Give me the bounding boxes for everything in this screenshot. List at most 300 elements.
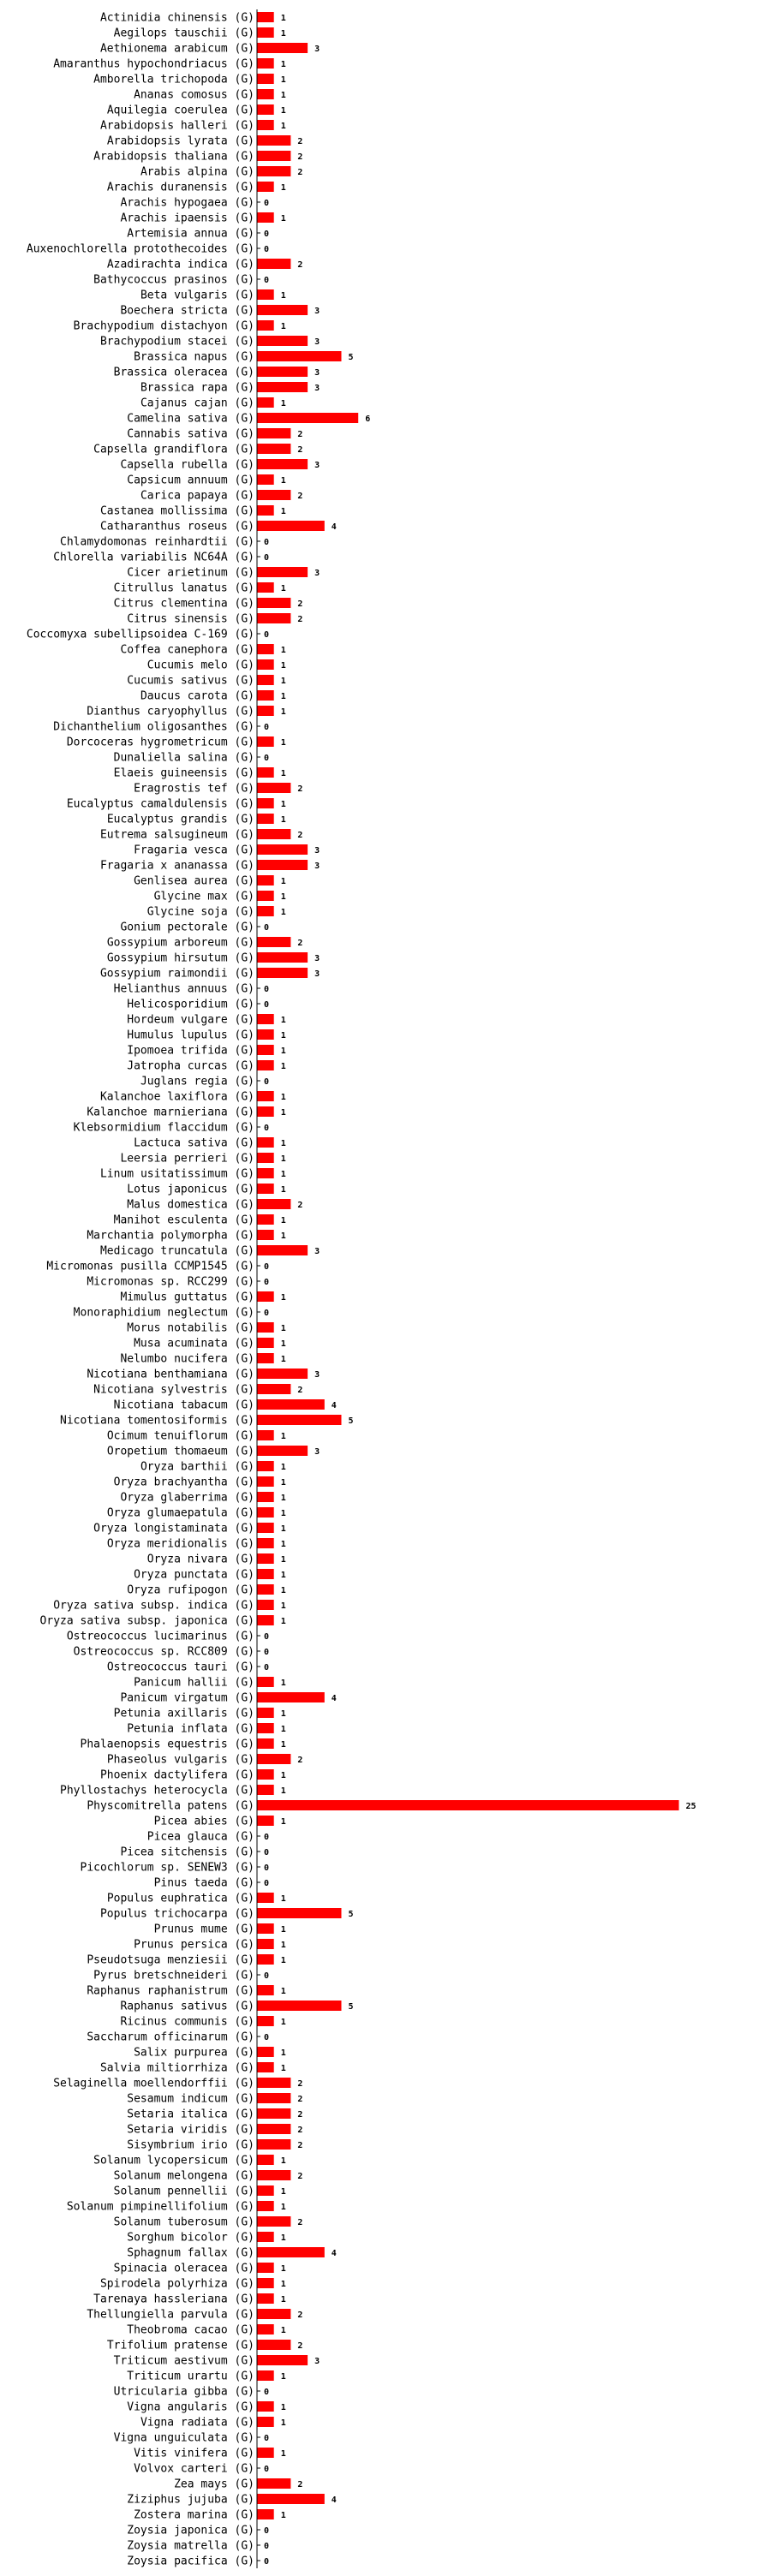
- value-label: 1: [280, 1601, 286, 1611]
- bar: [257, 1615, 274, 1625]
- value-label: 4: [331, 1401, 337, 1410]
- category-label: Brachypodium stacei (G): [99, 335, 254, 349]
- category-label: Arabidopsis lyrata (G): [106, 134, 254, 148]
- bar: [257, 2494, 325, 2504]
- category-label: Klebsormidium flaccidum (G): [73, 1121, 254, 1135]
- value-label: 0: [264, 1278, 270, 1287]
- value-label: 1: [280, 183, 286, 193]
- category-label: Musa acuminata (G): [134, 1337, 254, 1351]
- bar: [257, 1492, 274, 1502]
- bar: [257, 521, 325, 531]
- value-label: 1: [280, 677, 286, 686]
- value-label: 1: [280, 291, 286, 301]
- value-label: 1: [280, 399, 286, 408]
- bar: [257, 2185, 274, 2196]
- value-label: 6: [365, 414, 371, 424]
- bar: [257, 89, 274, 99]
- bar: [257, 2232, 274, 2242]
- category-label: Catharanthus roseus (G): [99, 520, 254, 534]
- value-label: 1: [280, 75, 286, 85]
- category-label: Ostreococcus sp. RCC809 (G): [73, 1645, 254, 1659]
- bar: [257, 1523, 274, 1533]
- bar: [257, 891, 274, 901]
- category-label: Triticum urartu (G): [127, 2370, 254, 2383]
- category-label: Oryza sativa subsp. indica (G): [53, 1599, 254, 1613]
- bar: [257, 2340, 290, 2350]
- bar: [257, 382, 308, 392]
- value-label: 1: [280, 1339, 286, 1349]
- category-label: Citrus clementina (G): [113, 597, 254, 611]
- bar: [257, 505, 274, 516]
- value-label: 1: [280, 1894, 286, 1904]
- category-label: Petunia axillaris (G): [113, 1707, 254, 1720]
- category-label: Picea glauca (G): [146, 1830, 254, 1844]
- bar: [257, 2370, 274, 2381]
- bar: [257, 736, 274, 747]
- category-label: Gonium pectorale (G): [120, 921, 254, 934]
- value-label: 1: [280, 1817, 286, 1827]
- value-label: 1: [280, 91, 286, 100]
- value-label: 3: [314, 337, 320, 347]
- bar: [257, 367, 308, 377]
- value-label: 0: [264, 2542, 270, 2551]
- value-label: 0: [264, 1833, 270, 1842]
- category-label: Nicotiana benthamiana (G): [87, 1368, 254, 1381]
- value-label: 0: [264, 245, 270, 254]
- value-label: 1: [280, 2295, 286, 2305]
- bar: [257, 1384, 290, 1394]
- bar: [257, 1476, 274, 1487]
- bar: [257, 1908, 342, 1918]
- bar: [257, 1029, 274, 1040]
- bar: [257, 151, 290, 161]
- bar: [257, 767, 274, 778]
- category-label: Selaginella moellendorffii (G): [53, 2077, 254, 2090]
- category-label: Kalanchoe laxiflora (G): [99, 1090, 254, 1104]
- value-label: 2: [297, 492, 303, 501]
- category-label: Saccharum officinarum (G): [87, 2030, 254, 2044]
- category-label: Brachypodium distachyon (G): [73, 319, 254, 333]
- category-label: Chlorella variabilis NC64A (G): [53, 551, 254, 564]
- bar: [257, 1954, 274, 1965]
- category-label: Cucumis sativus (G): [127, 674, 254, 688]
- category-label: Nicotiana sylvestris (G): [93, 1383, 254, 1397]
- bar: [257, 1538, 274, 1548]
- value-label: 1: [280, 1941, 286, 1950]
- bar: [257, 2448, 274, 2458]
- value-label: 1: [280, 1740, 286, 1750]
- bar: [257, 2078, 290, 2088]
- bar: [257, 474, 274, 485]
- value-label: 2: [297, 2095, 303, 2104]
- bar: [257, 706, 274, 716]
- bar: [257, 1800, 679, 1810]
- bar: [257, 1893, 274, 1903]
- category-label: Daucus carota (G): [140, 689, 254, 703]
- category-label: Ostreococcus lucimarinus (G): [66, 1630, 254, 1643]
- category-label: Arachis duranensis (G): [106, 181, 254, 194]
- value-label: 1: [280, 1524, 286, 1534]
- value-label: 0: [264, 2557, 270, 2567]
- bar: [257, 2309, 290, 2319]
- category-label: Utricularia gibba (G): [113, 2385, 254, 2399]
- category-label: Oryza longistaminata (G): [93, 1522, 254, 1535]
- category-label: Physcomitrella patens (G): [87, 1799, 254, 1813]
- value-label: 0: [264, 754, 270, 763]
- category-label: Pyrus bretschneideri (G): [93, 1969, 254, 1983]
- value-label: 3: [314, 1247, 320, 1256]
- category-label: Brassica napus (G): [134, 350, 254, 364]
- value-label: 0: [264, 630, 270, 640]
- value-label: 4: [331, 522, 337, 532]
- category-label: Phalaenopsis equestris (G): [80, 1738, 254, 1751]
- value-label: 0: [264, 553, 270, 563]
- bar: [257, 1106, 274, 1117]
- category-label: Kalanchoe marnieriana (G): [87, 1106, 254, 1119]
- value-label: 1: [280, 2064, 286, 2073]
- category-label: Oryza nivara (G): [146, 1553, 254, 1566]
- bar: [257, 1322, 274, 1333]
- value-label: 2: [297, 784, 303, 794]
- value-label: 1: [280, 1494, 286, 1503]
- category-label: Oryza meridionalis (G): [106, 1537, 254, 1551]
- value-label: 2: [297, 2311, 303, 2320]
- bar: [257, 1430, 274, 1440]
- category-label: Spinacia oleracea (G): [113, 2262, 254, 2275]
- value-label: 1: [280, 1093, 286, 1102]
- category-label: Oryza sativa subsp. japonica (G): [39, 1614, 254, 1628]
- category-label: Nicotiana tomentosiformis (G): [60, 1414, 254, 1428]
- value-label: 1: [280, 2156, 286, 2166]
- value-label: 2: [297, 430, 303, 439]
- bar: [257, 428, 290, 438]
- category-label: Spirodela polyrhiza (G): [99, 2277, 254, 2291]
- category-label: Petunia inflata (G): [127, 1722, 254, 1736]
- category-label: Oryza barthii (G): [140, 1460, 254, 1474]
- value-label: 1: [280, 1231, 286, 1241]
- bar: [257, 1569, 274, 1579]
- value-label: 2: [297, 1386, 303, 1395]
- bar: [257, 2216, 290, 2227]
- category-label: Eutrema salsugineum (G): [99, 828, 254, 842]
- category-label: Brassica oleracea (G): [113, 366, 254, 379]
- bar: [257, 166, 290, 176]
- category-label: Cucumis melo (G): [146, 659, 254, 672]
- category-label: Zoysia japonica (G): [127, 2524, 254, 2537]
- value-label: 3: [314, 45, 320, 54]
- category-label: Dorcoceras hygrometricum (G): [66, 736, 254, 749]
- bar: [257, 104, 274, 115]
- bar: [257, 2478, 290, 2489]
- value-label: 4: [331, 2496, 337, 2505]
- value-label: 1: [280, 2372, 286, 2382]
- value-label: 0: [264, 199, 270, 208]
- value-label: 1: [280, 1478, 286, 1488]
- bar: [257, 2417, 274, 2427]
- category-label: Ziziphus jujuba (G): [127, 2493, 254, 2507]
- category-label: Manihot esculenta (G): [113, 1213, 254, 1227]
- bar: [257, 2170, 290, 2180]
- value-label: 1: [280, 1046, 286, 1056]
- value-label: 0: [264, 923, 270, 933]
- value-label: 1: [280, 1216, 286, 1225]
- category-label: Raphanus sativus (G): [120, 2000, 254, 2013]
- bar: [257, 2016, 274, 2026]
- value-label: 2: [297, 2079, 303, 2089]
- category-label: Leersia perrieri (G): [120, 1152, 254, 1166]
- value-label: 2: [297, 615, 303, 624]
- value-label: 0: [264, 2526, 270, 2536]
- bar: [257, 2001, 342, 2011]
- category-label: Ocimum tenuiflorum (G): [106, 1429, 254, 1443]
- category-label: Ananas comosus (G): [134, 88, 254, 102]
- category-label: Brassica rapa (G): [140, 381, 254, 395]
- category-label: Glycine max (G): [153, 890, 254, 903]
- bar: [257, 659, 274, 670]
- bar: [257, 644, 274, 654]
- bar: [257, 1415, 342, 1425]
- category-label: Citrullus lanatus (G): [113, 581, 254, 595]
- bar: [257, 2201, 274, 2211]
- category-label: Glycine soja (G): [146, 905, 254, 919]
- category-label: Castanea mollissima (G): [99, 504, 254, 518]
- category-label: Gossypium hirsutum (G): [106, 951, 254, 965]
- value-label: 1: [280, 707, 286, 717]
- bar: [257, 798, 274, 808]
- bar: [257, 444, 290, 454]
- value-label: 1: [280, 1925, 286, 1935]
- value-label: 1: [280, 1771, 286, 1780]
- category-label: Zoysia pacifica (G): [127, 2555, 254, 2568]
- bar: [257, 1291, 274, 1302]
- value-label: 3: [314, 368, 320, 378]
- category-label: Sisymbrium irio (G): [127, 2138, 254, 2152]
- value-label: 1: [280, 2403, 286, 2412]
- bar: [257, 305, 308, 315]
- bar: [257, 875, 274, 886]
- bar: [257, 2247, 325, 2257]
- bar: [257, 1600, 274, 1610]
- bar: [257, 1769, 274, 1780]
- category-label: Amaranthus hypochondriacus (G): [53, 57, 254, 71]
- value-label: 1: [280, 1709, 286, 1719]
- bar: [257, 1723, 274, 1733]
- bar: [257, 1446, 308, 1456]
- category-label: Sesamum indicum (G): [127, 2092, 254, 2106]
- bar: [257, 1168, 274, 1178]
- value-label: 0: [264, 538, 270, 547]
- value-label: 3: [314, 862, 320, 871]
- bar: [257, 351, 342, 361]
- bar: [257, 2093, 290, 2103]
- value-label: 1: [280, 1571, 286, 1580]
- category-label: Zea mays (G): [174, 2478, 254, 2491]
- category-label: Aethionema arabicum (G): [99, 42, 254, 56]
- bar: [257, 1939, 274, 1949]
- value-label: 2: [297, 137, 303, 146]
- category-label: Vigna angularis (G): [127, 2400, 254, 2414]
- value-label: 0: [264, 723, 270, 732]
- category-label: Amborella trichopoda (G): [93, 73, 254, 86]
- bar: [257, 860, 308, 870]
- category-label: Populus trichocarpa (G): [99, 1907, 254, 1921]
- value-label: 2: [297, 2126, 303, 2135]
- category-label: Nelumbo nucifera (G): [120, 1352, 254, 1366]
- value-label: 0: [264, 1648, 270, 1657]
- category-label: Ricinus communis (G): [120, 2015, 254, 2029]
- value-label: 3: [314, 384, 320, 393]
- bar: [257, 1014, 274, 1024]
- bar: [257, 2047, 274, 2057]
- value-label: 2: [297, 2480, 303, 2490]
- category-label: Coffea canephora (G): [120, 643, 254, 657]
- value-label: 0: [264, 1124, 270, 1133]
- category-label: Solanum lycopersicum (G): [93, 2154, 254, 2168]
- category-label: Capsicum annuum (G): [127, 474, 254, 487]
- category-label: Ipomoea trifida (G): [127, 1044, 254, 1058]
- bar: [257, 2355, 308, 2365]
- category-label: Zostera marina (G): [134, 2508, 254, 2522]
- value-label: 1: [280, 646, 286, 655]
- category-label: Volvox carteri (G): [134, 2462, 254, 2476]
- bar: [257, 690, 274, 701]
- value-label: 1: [280, 1170, 286, 1179]
- value-label: 0: [264, 1000, 270, 1010]
- category-label: Populus euphratica (G): [106, 1892, 254, 1905]
- category-label: Setaria italica (G): [127, 2108, 254, 2121]
- bar: [257, 844, 308, 855]
- bar: [257, 2324, 274, 2334]
- category-label: Tarenaya hassleriana (G): [93, 2293, 254, 2306]
- category-label: Auxenochlorella protothecoides (G): [26, 242, 254, 256]
- value-label: 4: [331, 2249, 337, 2258]
- category-label: Vigna radiata (G): [140, 2416, 254, 2430]
- category-label: Eucalyptus grandis (G): [106, 813, 254, 826]
- bar: [257, 2139, 290, 2150]
- value-label: 2: [297, 1756, 303, 1765]
- value-label: 0: [264, 276, 270, 285]
- value-label: 3: [314, 461, 320, 470]
- category-label: Marchantia polymorpha (G): [87, 1229, 254, 1243]
- category-label: Solanum melongena (G): [113, 2169, 254, 2183]
- bar: [257, 1045, 274, 1055]
- category-label: Lactuca sativa (G): [134, 1136, 254, 1150]
- value-label: 5: [348, 1910, 354, 1919]
- value-label: 0: [264, 1879, 270, 1888]
- category-label: Citrus sinensis (G): [127, 612, 254, 626]
- value-label: 1: [280, 2048, 286, 2058]
- category-label: Picea abies (G): [153, 1815, 254, 1828]
- value-label: 1: [280, 122, 286, 131]
- category-label: Artemisia annua (G): [127, 227, 254, 241]
- bar: [257, 1677, 274, 1687]
- value-label: 0: [264, 1262, 270, 1272]
- value-label: 1: [280, 1355, 286, 1364]
- category-label: Ostreococcus tauri (G): [106, 1661, 254, 1674]
- bar: [257, 1153, 274, 1163]
- bar: [257, 814, 274, 824]
- value-label: 3: [314, 954, 320, 963]
- bar: [257, 2263, 274, 2273]
- category-label: Raphanus raphanistrum (G): [87, 1984, 254, 1998]
- bar: [257, 1184, 274, 1194]
- value-label: 1: [280, 1432, 286, 1441]
- bar: [257, 135, 290, 146]
- category-label: Phyllostachys heterocycla (G): [60, 1784, 254, 1798]
- category-label: Eucalyptus camaldulensis (G): [66, 797, 254, 811]
- category-label: Oryza punctata (G): [134, 1568, 254, 1582]
- bar: [257, 2293, 274, 2304]
- value-label: 0: [264, 1848, 270, 1857]
- value-label: 2: [297, 831, 303, 840]
- value-label: 1: [280, 1786, 286, 1796]
- category-label: Morus notabilis (G): [127, 1321, 254, 1335]
- value-label: 1: [280, 2203, 286, 2212]
- value-label: 4: [331, 1694, 337, 1703]
- bar: [257, 182, 274, 192]
- category-label: Arabidopsis halleri (G): [99, 119, 254, 133]
- bar: [257, 1230, 274, 1240]
- bar: [257, 1553, 274, 1564]
- category-label: Eragrostis tef (G): [134, 782, 254, 796]
- value-label: 2: [297, 939, 303, 948]
- bar: [257, 120, 274, 130]
- category-label: Humulus lupulus (G): [127, 1029, 254, 1042]
- value-label: 1: [280, 738, 286, 748]
- bar: [257, 12, 274, 22]
- value-label: 1: [280, 800, 286, 809]
- bar: [257, 2155, 274, 2165]
- bar: [257, 1060, 274, 1070]
- value-label: 1: [280, 2326, 286, 2335]
- value-label: 1: [280, 2511, 286, 2520]
- value-label: 2: [297, 2341, 303, 2351]
- category-label: Oryza glaberrima (G): [120, 1491, 254, 1505]
- category-label: Prunus mume (G): [153, 1923, 254, 1936]
- bar: [257, 259, 290, 269]
- category-label: Juglans regia (G): [140, 1075, 254, 1088]
- category-label: Beta vulgaris (G): [140, 289, 254, 302]
- category-label: Pinus taeda (G): [153, 1876, 254, 1890]
- category-label: Jatropha curcas (G): [127, 1059, 254, 1073]
- value-label: 1: [280, 584, 286, 593]
- value-label: 1: [280, 1463, 286, 1472]
- value-label: 1: [280, 2264, 286, 2274]
- category-label: Gossypium raimondii (G): [99, 967, 254, 981]
- value-label: 0: [264, 1663, 270, 1673]
- bar: [257, 1785, 274, 1795]
- bar: [257, 1754, 290, 1764]
- value-label: 1: [280, 1725, 286, 1734]
- category-label: Salix purpurea (G): [134, 2046, 254, 2060]
- category-label: Malus domestica (G): [127, 1198, 254, 1212]
- category-label: Picochlorum sp. SENEW3 (G): [80, 1861, 254, 1875]
- value-label: 3: [314, 569, 320, 578]
- bar: [257, 783, 290, 793]
- category-label: Capsella rubella (G): [120, 458, 254, 472]
- category-label: Oropetium thomaeum (G): [106, 1445, 254, 1458]
- value-label: 3: [314, 1447, 320, 1457]
- bar: [257, 1584, 274, 1595]
- bar: [257, 2108, 290, 2119]
- category-label: Zoysia matrella (G): [127, 2539, 254, 2553]
- bar: [257, 2401, 274, 2412]
- value-label: 1: [280, 908, 286, 917]
- value-label: 2: [297, 2218, 303, 2227]
- category-label: Micromonas pusilla CCMP1545 (G): [46, 1260, 254, 1273]
- value-label: 1: [280, 1185, 286, 1195]
- category-label: Solanum tuberosum (G): [113, 2215, 254, 2229]
